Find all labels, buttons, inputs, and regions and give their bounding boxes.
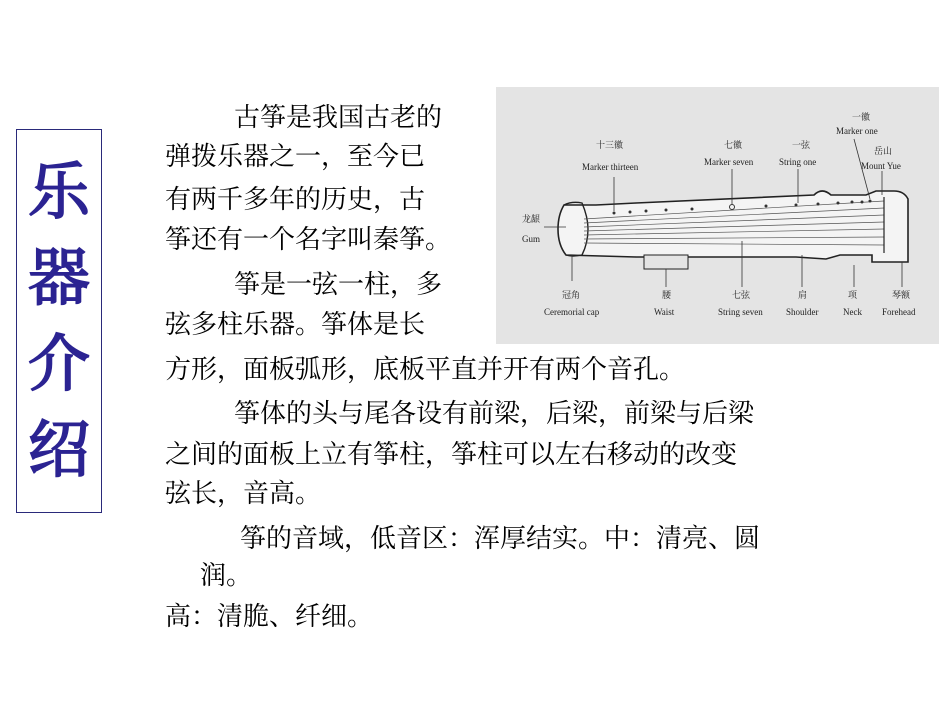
vertical-title [16,129,102,513]
title-char: 乐 [27,155,90,228]
text-line: 筝是一弦一柱，多 [234,270,443,300]
label-cap-cn: 冠角 [562,291,581,301]
label-cap-en: Ceremorial cap [544,307,600,317]
label-marker-thirteen-cn: 十三徽 [596,141,624,151]
label-neck-en: Neck [843,307,862,317]
label-marker-one-en: Marker one [836,126,878,136]
text-line: 古筝是我国古老的 [234,103,443,133]
label-shoulder-cn: 肩 [798,291,808,301]
label-gum-en: Gum [522,234,540,244]
label-string-seven-cn: 七弦 [732,291,751,301]
label-marker-seven-cn: 七徽 [724,141,743,151]
text-line: 有两千多年的历史，古 [165,185,426,215]
title-char: 器 [27,241,90,314]
text-line: 弹拨乐器之一，至今已 [165,142,426,172]
label-mount-yue-cn: 岳山 [874,147,893,157]
label-neck-cn: 项 [848,291,858,301]
label-marker-seven-en: Marker seven [704,157,754,167]
text-line: 弦长，音高。 [165,479,322,509]
label-shoulder-en: Shoulder [786,307,819,317]
label-string-one-cn: 一弦 [792,141,811,151]
text-line: 方形，面板弧形，底板平直并开有两个音孔。 [165,355,686,385]
text-line: 高：清脆、纤细。 [165,602,374,632]
label-mount-yue-en: Mount Yue [861,161,901,171]
label-string-seven-en: String seven [718,307,763,317]
label-forehead-en: Forehead [882,307,916,317]
label-waist-cn: 腰 [662,291,672,301]
text-line: 筝体的头与尾各设有前梁，后梁，前梁与后梁 [234,399,755,429]
text-line: 润。 [200,561,253,591]
label-waist-en: Waist [654,307,675,317]
label-marker-thirteen-en: Marker thirteen [582,162,639,172]
text-line: 筝还有一个名字叫秦筝。 [165,225,452,255]
label-string-one-en: String one [779,157,817,167]
text-line: 筝的音域，低音区：浑厚结实。中：清亮、圆 [240,524,761,554]
label-forehead-cn: 琴额 [892,291,911,301]
title-char: 介 [27,327,90,400]
guzheng-diagram [496,87,939,344]
text-line: 弦多柱乐器。筝体是长 [165,310,426,340]
label-gum-cn: 龙龈 [522,215,541,225]
label-marker-one-cn: 一徽 [852,113,871,123]
text-line: 之间的面板上立有筝柱，筝柱可以左右移动的改变 [165,440,738,470]
title-char: 绍 [27,413,90,486]
